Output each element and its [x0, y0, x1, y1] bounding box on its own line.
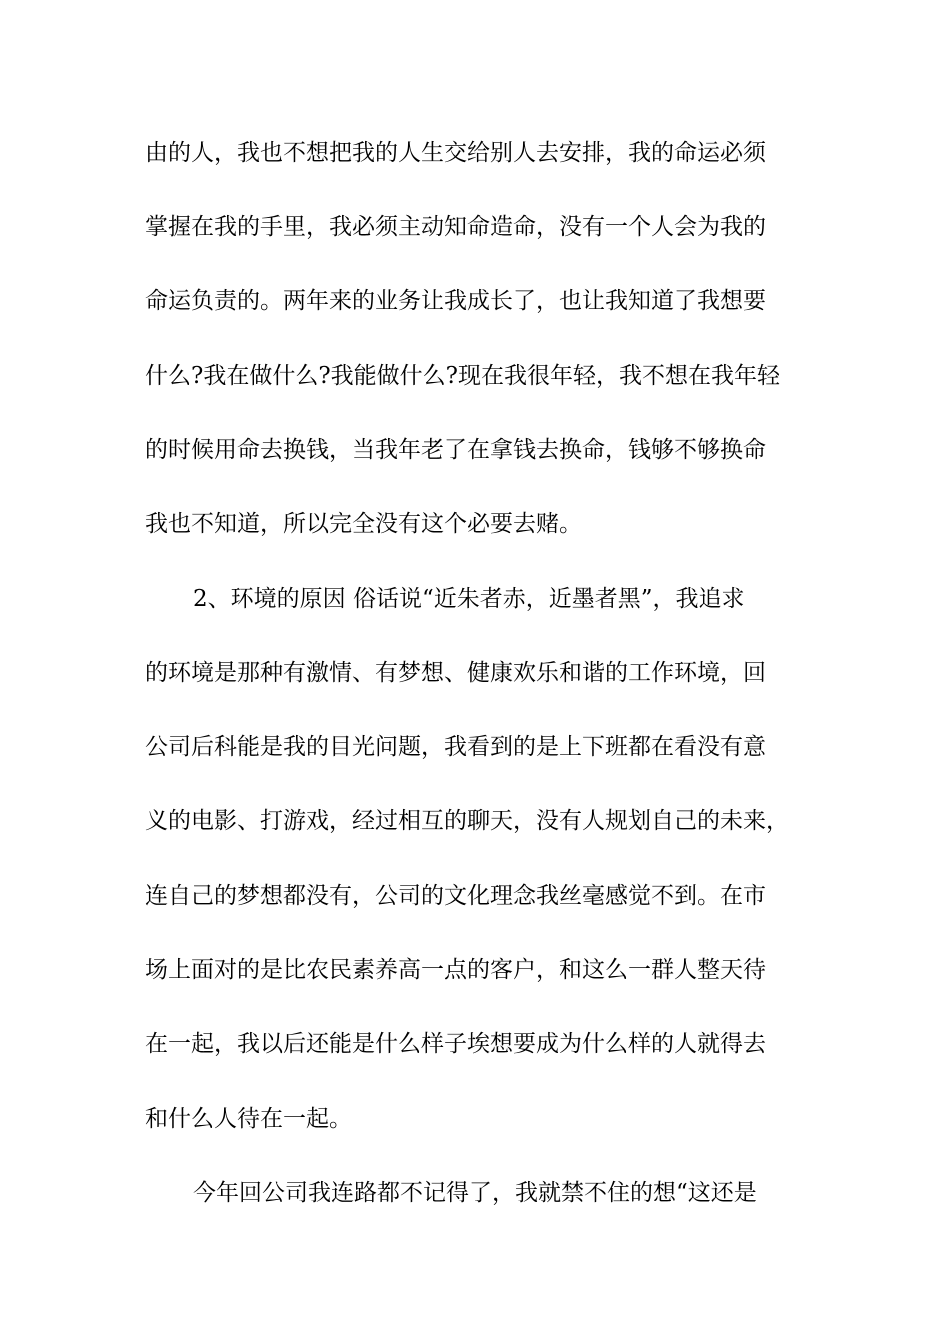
text-line: 公司后科能是我的目光问题，我看到的是上下班都在看没有意 — [145, 734, 766, 760]
text-line-paragraph-start: 2、环境的原因 俗话说“近朱者赤，近墨者黑”，我追求 — [193, 586, 745, 612]
text-line: 义的电影、打游戏，经过相互的聊天，没有人规划自己的未来， — [145, 808, 789, 834]
text-line: 我也不知道，所以完全没有这个必要去赌。 — [145, 511, 582, 537]
text-line: 的环境是那种有激情、有梦想、健康欢乐和谐的工作环境，回 — [145, 660, 766, 686]
text-line: 和什么人待在一起。 — [145, 1106, 352, 1132]
text-line: 场上面对的是比农民素养高一点的客户，和这么一群人整天待 — [145, 957, 766, 983]
text-line-paragraph-start: 今年回公司我连路都不记得了，我就禁不住的想“这还是 — [193, 1180, 757, 1206]
text-line: 连自己的梦想都没有，公司的文化理念我丝毫感觉不到。在市 — [145, 883, 766, 909]
text-line: 由的人，我也不想把我的人生交给别人去安排，我的命运必须 — [145, 140, 766, 166]
text-line: 在一起，我以后还能是什么样子埃想要成为什么样的人就得去 — [145, 1031, 766, 1057]
text-line: 的时候用命去换钱，当我年老了在拿钱去换命，钱够不够换命 — [145, 437, 766, 463]
text-line: 命运负责的。两年来的业务让我成长了，也让我知道了我想要 — [145, 288, 766, 314]
text-line: 掌握在我的手里，我必须主动知命造命，没有一个人会为我的 — [145, 214, 766, 240]
text-line: 什么?我在做什么?我能做什么?现在我很年轻，我不想在我年轻 — [145, 363, 780, 389]
